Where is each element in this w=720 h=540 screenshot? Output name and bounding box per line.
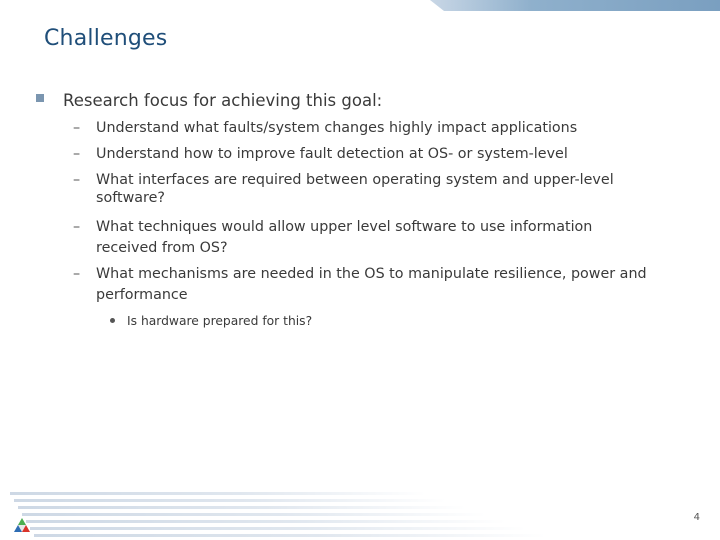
level3-bullet-text: Is hardware prepared for this? (127, 314, 313, 328)
dash-bullet-icon: – (73, 146, 81, 162)
list-item-line: software? (96, 190, 165, 206)
list-item-line: received from OS? (96, 240, 228, 256)
dash-bullet-icon: – (73, 266, 81, 282)
list-item (96, 263, 686, 307)
list-item (96, 169, 686, 210)
triangle-logo-icon (13, 517, 31, 533)
level1-bullet-text: Research focus for achieving this goal: (63, 91, 383, 110)
dot-bullet-icon (110, 318, 115, 323)
list-item-line: Understand what faults/system changes highly impact applications (96, 120, 578, 136)
list-item-line: performance (96, 287, 188, 303)
list-item-line: What interfaces are required between operating system and upper-level (96, 172, 614, 188)
list-item (96, 216, 686, 260)
list-item-line: Understand how to improve fault detection at OS- or system-level (96, 146, 568, 162)
list-item (96, 143, 686, 166)
page-number: 4 (693, 512, 700, 523)
footer-stripes (0, 486, 720, 540)
list-item-line: What techniques would allow upper level software to use information (96, 219, 593, 235)
dash-bullet-icon: – (73, 172, 81, 188)
list-item (96, 117, 686, 140)
list-item-line: What mechanisms are needed in the OS to manipulate resilience, power and (96, 266, 647, 282)
header-accent-bar (430, 0, 720, 11)
dash-bullet-icon: – (73, 120, 81, 136)
square-bullet-icon (36, 94, 44, 102)
slide-title: Challenges (44, 26, 168, 51)
dash-bullet-icon: – (73, 219, 81, 235)
